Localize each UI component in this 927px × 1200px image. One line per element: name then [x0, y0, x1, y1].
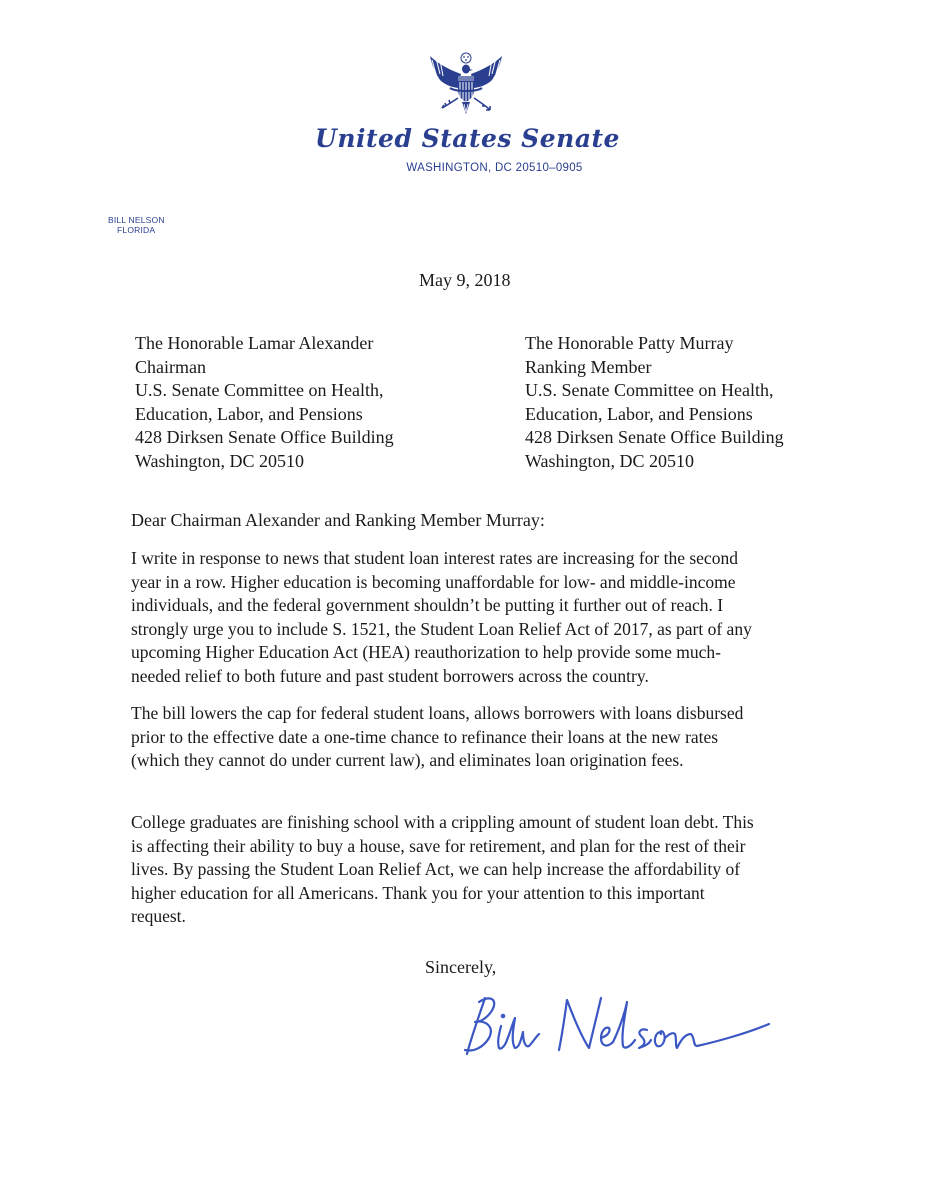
- letter-date: May 9, 2018: [419, 270, 511, 290]
- paragraph-line: The bill lowers the cap for federal student loans, allows borrowers with loans disbursed: [131, 703, 744, 723]
- recipient-line: Ranking Member: [525, 356, 652, 377]
- sender-block: [108, 215, 165, 235]
- body-paragraph-2: [131, 702, 791, 773]
- recipient-address-chairman: [135, 332, 394, 473]
- body-paragraph-1: [131, 547, 791, 688]
- salutation: Dear Chairman Alexander and Ranking Member Murray:: [131, 510, 545, 530]
- paragraph-line: I write in response to news that student loan interest rates are increasing for the second: [131, 548, 738, 568]
- recipient-line: The Honorable Patty Murray: [525, 333, 734, 353]
- letterhead-address: WASHINGTON, DC 20510–0905: [406, 162, 583, 174]
- recipient-line: Education, Labor, and Pensions: [135, 403, 363, 424]
- recipient-address-ranking-member: [525, 332, 784, 473]
- paragraph-line: lives. By passing the Student Loan Relief Act, we can help increase the affordability of: [131, 859, 741, 879]
- recipient-line: Washington, DC 20510: [135, 450, 305, 471]
- recipient-line: U.S. Senate Committee on Health,: [525, 380, 774, 400]
- paragraph-line: needed relief to both future and past student borrowers across the country.: [131, 665, 649, 686]
- paragraph-line: (which they cannot do under current law), and eliminates loan origination fees.: [131, 750, 684, 770]
- closing: Sincerely,: [425, 957, 497, 977]
- paragraph-line: strongly urge you to include S. 1521, the Student Loan Relief Act of 2017, as part of any: [131, 618, 752, 639]
- paragraph-line: request.: [131, 906, 186, 926]
- paragraph-line: is affecting their ability to buy a house, save for retirement, and plan for the rest of their: [131, 835, 746, 856]
- senate-seal-icon: [428, 52, 504, 122]
- paragraph-line: prior to the effective date a one-time chance to refinance their loans at the new rates: [131, 726, 719, 747]
- paragraph-line: year in a row. Higher education is becoming unaffordable for low- and middle-income: [131, 571, 736, 592]
- paragraph-line: individuals, and the federal government shouldn’t be putting it further out of reach. I: [131, 595, 724, 615]
- sender-state: FLORIDA: [117, 225, 156, 235]
- paragraph-line: upcoming Higher Education Act (HEA) reauthorization to help provide some much-: [131, 642, 721, 662]
- recipient-line: 428 Dirksen Senate Office Building: [525, 427, 784, 447]
- recipient-line: Education, Labor, and Pensions: [525, 403, 753, 424]
- body-paragraph-3: [131, 811, 791, 929]
- recipient-line: 428 Dirksen Senate Office Building: [135, 427, 394, 447]
- sender-name: BILL NELSON: [108, 215, 165, 225]
- recipient-line: U.S. Senate Committee on Health,: [135, 380, 384, 400]
- recipient-line: The Honorable Lamar Alexander: [135, 333, 374, 353]
- paragraph-line: College graduates are finishing school with a crippling amount of student loan debt. This: [131, 812, 754, 832]
- recipient-line: Chairman: [135, 356, 206, 377]
- signature: [455, 990, 775, 1070]
- letterhead-title: United States Senate: [315, 124, 620, 153]
- recipient-line: Washington, DC 20510: [525, 450, 695, 471]
- paragraph-line: higher education for all Americans. Thank you for your attention to this important: [131, 882, 705, 903]
